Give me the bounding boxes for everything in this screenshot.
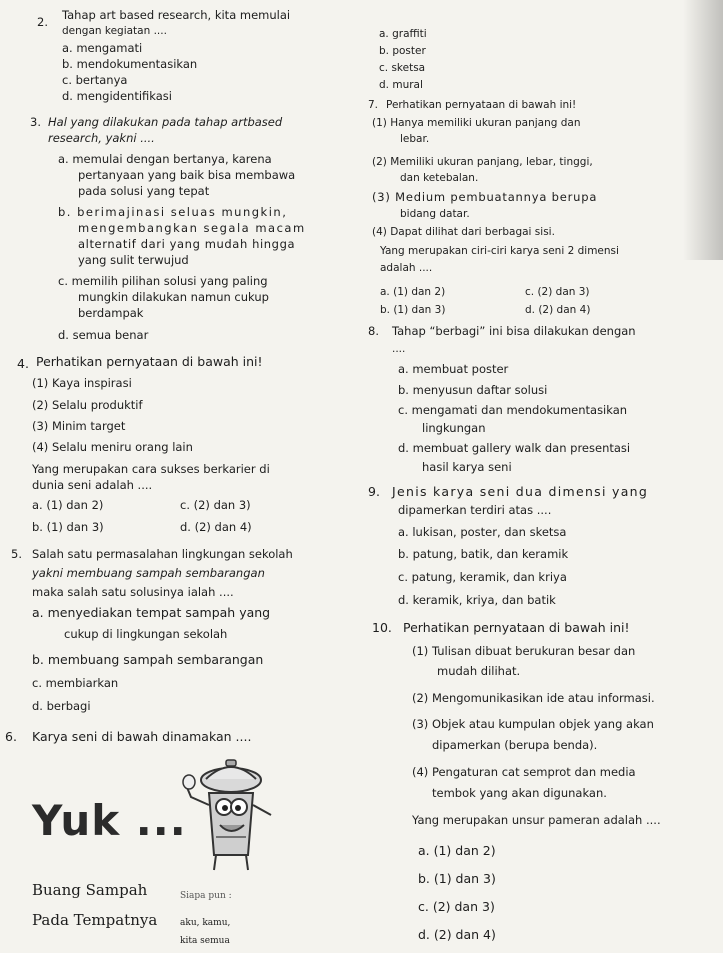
poster-title: Yuk ... <box>32 796 187 845</box>
q3-option-a-cont: pada solusi yang tepat <box>78 184 210 198</box>
q7-statement: (2) Memiliki ukuran panjang, lebar, tinggi, <box>372 156 593 168</box>
q2-option-a-right[interactable]: a. graffiti <box>379 28 427 40</box>
q7-option-a[interactable]: a. (1) dan 2) <box>380 286 446 298</box>
q2-option-d[interactable]: d. mengidentifikasi <box>62 89 172 103</box>
q10-option-b[interactable]: b. (1) dan 3) <box>418 871 496 886</box>
q3-option-b-cont: mengembangkan segala macam <box>78 221 306 235</box>
q3-text: Hal yang dilakukan pada tahap artbased <box>48 115 283 129</box>
q5-text: Salah satu permasalahan lingkungan sekolah <box>32 547 293 561</box>
q10-question: Yang merupakan unsur pameran adalah .... <box>412 813 661 827</box>
q10-statement: (2) Mengomunikasikan ide atau informasi. <box>412 691 655 705</box>
q7-statement: (1) Hanya memiliki ukuran panjang dan <box>372 117 581 129</box>
q4-statement: (1) Kaya inspirasi <box>32 376 132 390</box>
q5-text: yakni membuang sampah sembarangan <box>32 566 265 580</box>
q3-text: research, yakni .... <box>48 131 155 145</box>
q2-option-b[interactable]: b. mendokumentasikan <box>62 57 198 71</box>
q9-number: 9. <box>368 484 380 499</box>
q8-option-c[interactable]: c. mengamati dan mendokumentasikan <box>398 403 628 417</box>
q3-number: 3. <box>30 115 41 129</box>
q10-statement: (1) Tulisan dibuat berukuran besar dan <box>412 644 636 658</box>
q4-statement: (3) Minim target <box>32 419 126 433</box>
q4-question: dunia seni adalah .... <box>32 478 153 492</box>
q4-option-a[interactable]: a. (1) dan 2) <box>32 498 104 512</box>
q10-statement-cont: tembok yang akan digunakan. <box>432 786 607 800</box>
q5-option-a[interactable]: a. menyediakan tempat sampah yang <box>32 605 271 620</box>
q10-option-d[interactable]: d. (2) dan 4) <box>418 927 496 942</box>
q7-statement-cont: bidang datar. <box>400 208 470 220</box>
q4-option-b[interactable]: b. (1) dan 3) <box>32 520 104 534</box>
q7-statement: (3) Medium pembuatannya berupa <box>372 190 598 204</box>
q7-option-d[interactable]: d. (2) dan 4) <box>525 304 591 316</box>
q4-statement: (4) Selalu meniru orang lain <box>32 440 193 454</box>
q4-statement: (2) Selalu produktif <box>32 398 143 412</box>
q7-number: 7. <box>368 99 379 111</box>
q4-number: 4. <box>17 356 29 371</box>
q3-option-c-cont: berdampak <box>78 306 144 320</box>
q8-option-d[interactable]: d. membuat gallery walk dan presentasi <box>398 441 631 455</box>
q2-option-c[interactable]: c. bertanya <box>62 73 128 87</box>
q8-number: 8. <box>368 324 379 338</box>
q2-option-b-right[interactable]: b. poster <box>379 45 426 57</box>
poster-line-2: Pada Tempatnya <box>32 911 158 929</box>
q4-question: Yang merupakan cara sukses berkarier di <box>32 462 270 476</box>
q9-option-c[interactable]: c. patung, keramik, dan kriya <box>398 570 567 584</box>
q10-option-a[interactable]: a. (1) dan 2) <box>418 843 496 858</box>
q7-statement-cont: dan ketebalan. <box>400 172 479 184</box>
q8-text: .... <box>392 343 406 355</box>
q10-number: 10. <box>372 620 392 635</box>
q6-number: 6. <box>5 729 17 744</box>
q8-option-a[interactable]: a. membuat poster <box>398 362 509 376</box>
q5-text: maka salah satu solusinya ialah .... <box>32 585 234 599</box>
poster-who-list: aku, kamu, <box>180 918 231 928</box>
trash-can-mascot-illustration <box>176 755 286 875</box>
q2-option-a[interactable]: a. mengamati <box>62 41 143 55</box>
q8-option-b[interactable]: b. menyusun daftar solusi <box>398 383 548 397</box>
q3-option-a-cont: pertanyaan yang baik bisa membawa <box>78 168 296 182</box>
q8-option-d-cont: hasil karya seni <box>422 460 512 474</box>
q10-statement: (3) Objek atau kumpulan objek yang akan <box>412 717 654 731</box>
q10-statement-cont: mudah dilihat. <box>437 664 521 678</box>
q10-statement-cont: dipamerkan (berupa benda). <box>432 738 598 752</box>
q7-text: Perhatikan pernyataan di bawah ini! <box>386 99 577 111</box>
q2-option-d-right[interactable]: d. mural <box>379 79 423 91</box>
poster-line-1: Buang Sampah <box>32 881 148 899</box>
q9-text: Jenis karya seni dua dimensi yang <box>392 484 649 499</box>
q9-option-d[interactable]: d. keramik, kriya, dan batik <box>398 593 556 607</box>
q4-text: Perhatikan pernyataan di bawah ini! <box>36 354 263 369</box>
q2-number: 2. <box>37 15 48 29</box>
q9-text: dipamerkan terdiri atas .... <box>398 503 552 517</box>
q2-text: dengan kegiatan .... <box>62 25 167 37</box>
q7-option-c[interactable]: c. (2) dan 3) <box>525 286 590 298</box>
q9-option-a[interactable]: a. lukisan, poster, dan sketsa <box>398 525 567 539</box>
q3-option-b-cont: alternatif dari yang mudah hingga <box>78 237 296 251</box>
q3-option-b-cont: yang sulit terwujud <box>78 253 189 267</box>
q7-statement-cont: lebar. <box>400 133 430 145</box>
q5-option-d[interactable]: d. berbagi <box>32 699 91 713</box>
q10-option-c[interactable]: c. (2) dan 3) <box>418 899 495 914</box>
q5-option-c[interactable]: c. membiarkan <box>32 676 119 690</box>
q3-option-b[interactable]: b. berimajinasi seluas mungkin, <box>58 205 288 219</box>
q3-option-c-cont: mungkin dilakukan namun cukup <box>78 290 269 304</box>
q6-text: Karya seni di bawah dinamakan .... <box>32 729 252 744</box>
q2-option-c-right[interactable]: c. sketsa <box>379 62 426 74</box>
q5-option-b[interactable]: b. membuang sampah sembarangan <box>32 652 264 667</box>
q2-text: Tahap art based research, kita memulai <box>62 8 291 22</box>
q8-text: Tahap “berbagi” ini bisa dilakukan dengan <box>392 324 636 338</box>
q7-question: adalah .... <box>380 262 433 274</box>
q3-option-a[interactable]: a. memulai dengan bertanya, karena <box>58 152 272 166</box>
q10-statement: (4) Pengaturan cat semprot dan media <box>412 765 636 779</box>
q4-option-c[interactable]: c. (2) dan 3) <box>180 498 251 512</box>
page-edge-shadow <box>683 0 723 260</box>
q4-option-d[interactable]: d. (2) dan 4) <box>180 520 252 534</box>
q7-statement: (4) Dapat dilihat dari berbagai sisi. <box>372 226 555 238</box>
q3-option-d[interactable]: d. semua benar <box>58 328 149 342</box>
q9-option-b[interactable]: b. patung, batik, dan keramik <box>398 547 569 561</box>
q10-text: Perhatikan pernyataan di bawah ini! <box>403 620 630 635</box>
q5-option-a-cont: cukup di lingkungan sekolah <box>64 627 228 641</box>
q5-number: 5. <box>11 547 22 561</box>
q3-option-c[interactable]: c. memilih pilihan solusi yang paling <box>58 274 268 288</box>
q7-option-b[interactable]: b. (1) dan 3) <box>380 304 446 316</box>
q8-option-c-cont: lingkungan <box>422 421 486 435</box>
poster-who-list: kita semua <box>180 936 230 946</box>
q7-question: Yang merupakan ciri-ciri karya seni 2 dimensi <box>380 245 619 257</box>
poster-who: Siapa pun : <box>180 891 232 901</box>
